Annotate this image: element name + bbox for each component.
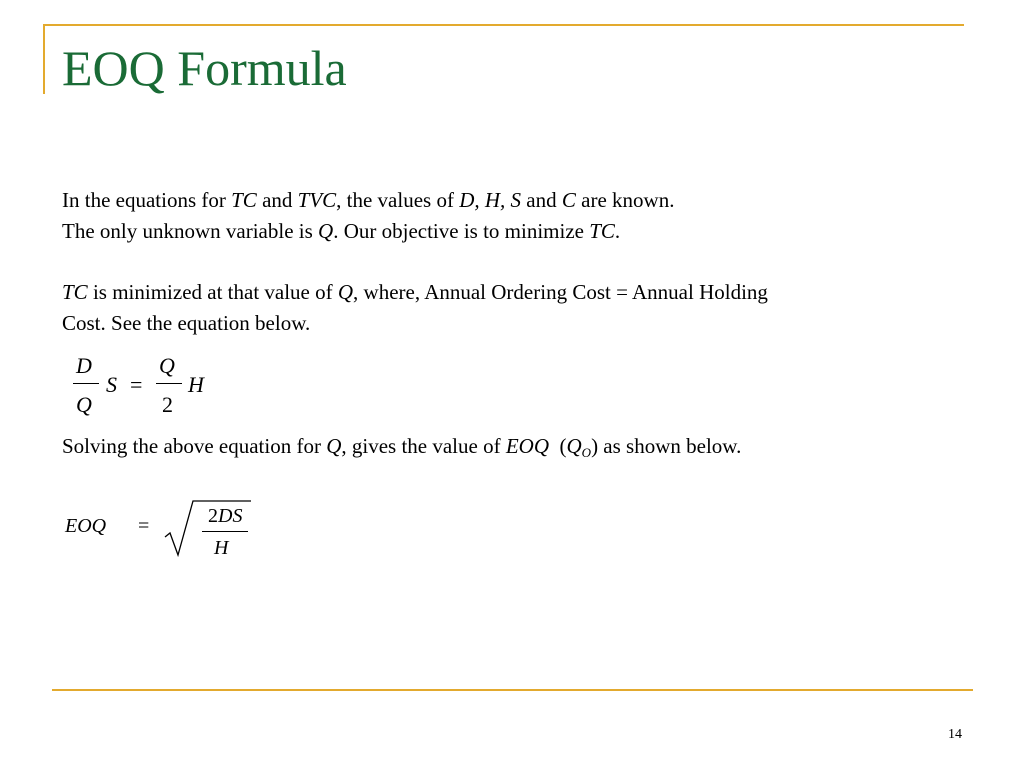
equation-eoq-formula (60, 495, 260, 565)
footer-accent-rule (52, 689, 973, 691)
eq1-lhs-factor: S (106, 372, 117, 397)
variable-tvc: TVC (297, 188, 337, 212)
variable-q: Q (326, 434, 342, 458)
eq1-lhs-numerator: D (76, 353, 92, 378)
text-run: , the values of (336, 188, 460, 212)
eq2-lhs: EOQ (65, 515, 107, 537)
text-run: The only unknown variable is (62, 219, 319, 243)
q-symbol: Q (566, 434, 582, 458)
paragraph-solve-eoq (62, 431, 741, 468)
variable-c: C (561, 188, 576, 212)
text-run: and (521, 188, 562, 212)
text-run: ) as shown below. (591, 434, 742, 458)
eq2-fraction-bar (202, 531, 248, 532)
variable-tc: TC (589, 219, 615, 243)
slide-title: EOQ Formula (62, 40, 347, 96)
eq2-numerator-variables: DS (218, 505, 243, 527)
eq1-rhs-denominator: 2 (162, 392, 173, 417)
variable-tc: TC (231, 188, 257, 212)
eq1-rhs-numerator: Q (159, 353, 175, 378)
paragraph-line (62, 431, 741, 468)
text-run: ( (549, 434, 567, 458)
eq1-lhs-denominator: Q (76, 392, 92, 417)
eq2-equals-sign: = (138, 515, 150, 537)
paragraph-known-values (62, 185, 674, 247)
equation-cost-balance (70, 352, 220, 422)
top-accent-rule (43, 24, 964, 26)
paragraph-minimization (62, 277, 768, 339)
text-run: Solving the above equation for (62, 434, 327, 458)
text-run: . Our objective is to minimize (333, 219, 590, 243)
paragraph-line: Cost. See the equation below. (62, 311, 311, 335)
subscript-o: O (581, 445, 592, 460)
variable-list: D, H, S (459, 188, 522, 212)
text-run: and (256, 188, 298, 212)
eq1-rhs-fraction-bar (156, 383, 182, 384)
text-run: , where, Annual Ordering Cost = Annual Holding (353, 280, 768, 304)
eq2-denominator: H (214, 537, 229, 559)
eq1-rhs-factor: H (188, 372, 204, 397)
text-run: are known. (575, 188, 675, 212)
paragraph-line (62, 216, 674, 247)
variable-q-optimal (567, 434, 592, 458)
variable-tc: TC (62, 280, 88, 304)
variable-eoq: EOQ (505, 434, 549, 458)
text-run: is minimized at that value of (87, 280, 338, 304)
eq1-lhs-fraction-bar (73, 383, 99, 384)
variable-q: Q (318, 219, 334, 243)
eq2-numerator-coefficient: 2 (208, 505, 218, 527)
eq1-equals-sign: = (130, 372, 143, 397)
text-run: In the equations for (62, 188, 232, 212)
text-run: . (614, 219, 621, 243)
page-number: 14 (948, 727, 962, 742)
paragraph-line (62, 185, 674, 216)
eq2-numerator (208, 506, 242, 526)
left-accent-rule (43, 24, 45, 94)
text-run: , gives the value of (341, 434, 506, 458)
variable-q: Q (337, 280, 354, 304)
paragraph-line (62, 277, 768, 308)
